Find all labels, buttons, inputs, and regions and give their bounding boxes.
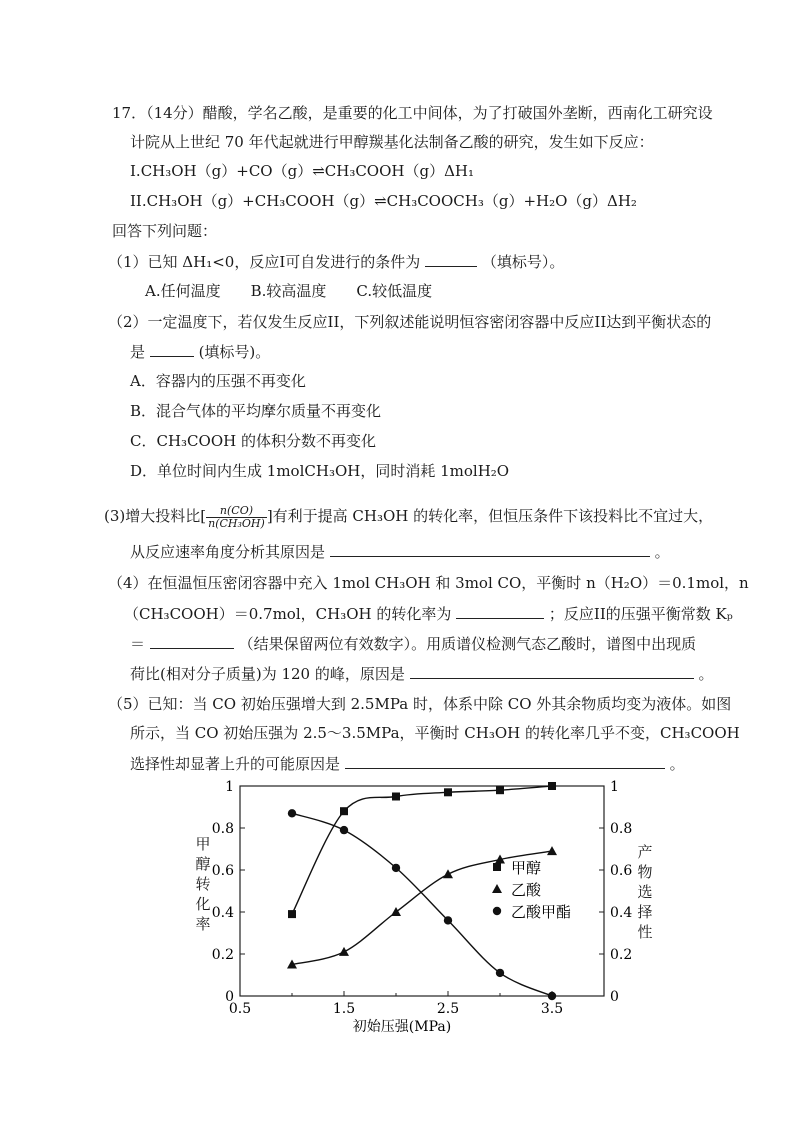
q5-line-2: 所示，当 CO 初始压强为 2.5～3.5MPa，平衡时 CH₃OH 的转化率几乎不变，CH₃COOH bbox=[130, 724, 740, 742]
data-point-square bbox=[288, 910, 296, 918]
data-point-circle bbox=[288, 809, 296, 817]
y-left-tick-label: 1 bbox=[225, 779, 234, 795]
x-tick-label: 3.5 bbox=[540, 1001, 564, 1017]
data-point-square bbox=[392, 793, 400, 801]
q2: （2）一定温度下，若仅发生反应II，下列叙述能说明恒容密闭容器中反应II达到平衡状态的 bbox=[108, 313, 712, 331]
data-point-triangle bbox=[339, 947, 349, 956]
q4-b: （CH₃COOH）＝0.7mol，CH₃OH 的转化率为 bbox=[124, 605, 452, 623]
q3-answer-blank[interactable] bbox=[330, 540, 650, 557]
q4-c: ＝ bbox=[130, 635, 146, 653]
fraction-denominator: n(CH₃OH) bbox=[208, 516, 265, 530]
q2-option-b: B．混合气体的平均摩尔质量不再变化 bbox=[130, 402, 382, 420]
q5-answer-blank[interactable] bbox=[345, 752, 665, 769]
data-point-triangle bbox=[391, 907, 401, 916]
q3-line-2 bbox=[130, 540, 670, 563]
legend-marker-circle bbox=[493, 907, 501, 915]
data-point-circle bbox=[444, 916, 452, 924]
q3-end: 。 bbox=[654, 543, 670, 561]
data-point-triangle bbox=[547, 846, 557, 855]
data-point-circle bbox=[496, 969, 504, 977]
legend-label: 乙酸 bbox=[511, 881, 542, 899]
q1 bbox=[108, 250, 564, 273]
q5-line-3 bbox=[130, 752, 685, 775]
q4-b-tail: ；反应II的压强平衡常数 Kₚ bbox=[548, 605, 733, 623]
answer-prompt: 回答下列问题： bbox=[112, 222, 218, 240]
y-right-tick-label: 0 bbox=[610, 989, 619, 1005]
q4: （4）在恒温恒压密闭容器中充入 1mol CH₃OH 和 3mol CO，平衡时 n（H₂O）＝0.1mol，n bbox=[108, 574, 749, 592]
legend-label: 甲醇 bbox=[511, 859, 542, 877]
reaction-1: I.CH₃OH（g）+CO（g）⇌CH₃COOH（g）ΔH₁ bbox=[130, 162, 475, 180]
q4-line-2 bbox=[124, 602, 733, 625]
q3 bbox=[104, 502, 713, 530]
y-right-tick-label: 0.6 bbox=[610, 863, 633, 879]
legend-marker-triangle bbox=[492, 884, 502, 893]
q5-end: 。 bbox=[669, 755, 685, 773]
x-tick-label: 2.5 bbox=[436, 1001, 460, 1017]
q2-answer-blank[interactable] bbox=[150, 340, 194, 357]
right-axis-title: 产物选择性 bbox=[637, 843, 653, 941]
legend-marker-square bbox=[493, 863, 501, 871]
q4-line-3 bbox=[130, 632, 696, 655]
y-left-tick-label: 0.2 bbox=[211, 947, 234, 963]
q3-c: 从反应速率角度分析其原因是 bbox=[130, 543, 326, 561]
data-point-square bbox=[496, 786, 504, 794]
question-header-2: 计院从上世纪 70 年代起就进行甲醇羰基化法制备乙酸的研究，发生如下反应： bbox=[130, 133, 654, 151]
x-tick-label: 0.5 bbox=[228, 1001, 252, 1017]
q5-c: 选择性却显著上升的可能原因是 bbox=[130, 755, 341, 773]
y-left-tick-label: 0.6 bbox=[211, 863, 234, 879]
data-point-circle bbox=[392, 864, 400, 872]
q1-answer-blank[interactable] bbox=[425, 250, 477, 267]
left-axis-title: 甲醇转化率 bbox=[195, 835, 211, 933]
x-tick-label: 1.5 bbox=[332, 1001, 356, 1017]
q2-option-c: C．CH₃COOH 的体积分数不再变化 bbox=[130, 432, 376, 450]
fraction-numerator: n(CO) bbox=[206, 505, 267, 518]
y-left-tick-label: 0.4 bbox=[211, 905, 234, 921]
q5: （5）已知：当 CO 初始压强增大到 2.5MPa 时，体系中除 CO 外其余物质均变为液体。如图 bbox=[108, 695, 732, 713]
q4-c-tail: （结果保留两位有效数字）。用质谱仪检测气态乙酸时，谱图中出现质 bbox=[238, 635, 697, 653]
q3-b: ]有利于提高 CH₃OH 的转化率，但恒压条件下该投料比不宜过大， bbox=[266, 507, 714, 525]
q4-kp-blank[interactable] bbox=[150, 632, 234, 649]
q2-line-2 bbox=[130, 340, 270, 363]
feed-ratio-fraction bbox=[206, 505, 267, 530]
data-point-square bbox=[340, 807, 348, 815]
y-right-tick-label: 0.2 bbox=[610, 947, 633, 963]
q1-tail: （填标号）。 bbox=[481, 253, 565, 271]
q2-option-d: D．单位时间内生成 1molCH₃OH，同时消耗 1molH₂O bbox=[130, 462, 510, 480]
q2-b: 是 bbox=[130, 343, 146, 361]
q3-a: (3)增大投料比[ bbox=[104, 507, 207, 525]
y-left-tick-label: 0.8 bbox=[211, 821, 234, 837]
q4-line-4 bbox=[130, 662, 713, 685]
chart-ticks-group bbox=[212, 779, 633, 1017]
data-point-circle bbox=[340, 826, 348, 834]
y-right-tick-label: 0.8 bbox=[610, 821, 633, 837]
q4-end: 。 bbox=[698, 665, 714, 683]
data-point-triangle bbox=[443, 869, 453, 878]
y-left-tick-label: 0 bbox=[225, 989, 234, 1005]
question-header: 17．（14分）醋酸，学名乙酸，是重要的化工中间体，为了打破国外垄断，西南化工研究设 bbox=[112, 104, 713, 122]
q1-text: （1）已知 ΔH₁<0，反应I可自发进行的条件为 bbox=[108, 253, 421, 271]
q1-options: A.任何温度 B.较高温度 C.较低温度 bbox=[145, 282, 433, 300]
q2-tail: (填标号)。 bbox=[198, 343, 271, 361]
y-right-tick-label: 0.4 bbox=[610, 905, 633, 921]
y-right-tick-label: 1 bbox=[610, 779, 619, 795]
data-point-square bbox=[444, 788, 452, 796]
legend-label: 乙酸甲酯 bbox=[511, 903, 572, 921]
data-point-circle bbox=[548, 992, 556, 1000]
q4-reason-blank[interactable] bbox=[410, 662, 694, 679]
reaction-2: II.CH₃OH（g）+CH₃COOH（g）⇌CH₃COOCH₃（g）+H₂O（g）ΔH₂ bbox=[130, 192, 637, 210]
data-point-square bbox=[548, 782, 556, 790]
q4-conversion-blank[interactable] bbox=[456, 602, 544, 619]
chart-legend-group bbox=[492, 859, 571, 921]
pressure-chart bbox=[185, 776, 633, 1038]
x-axis-title: 初始压强(MPa) bbox=[352, 1019, 452, 1035]
q2-option-a: A．容器内的压强不再变化 bbox=[130, 372, 306, 390]
q4-d: 荷比(相对分子质量)为 120 的峰，原因是 bbox=[130, 665, 405, 683]
